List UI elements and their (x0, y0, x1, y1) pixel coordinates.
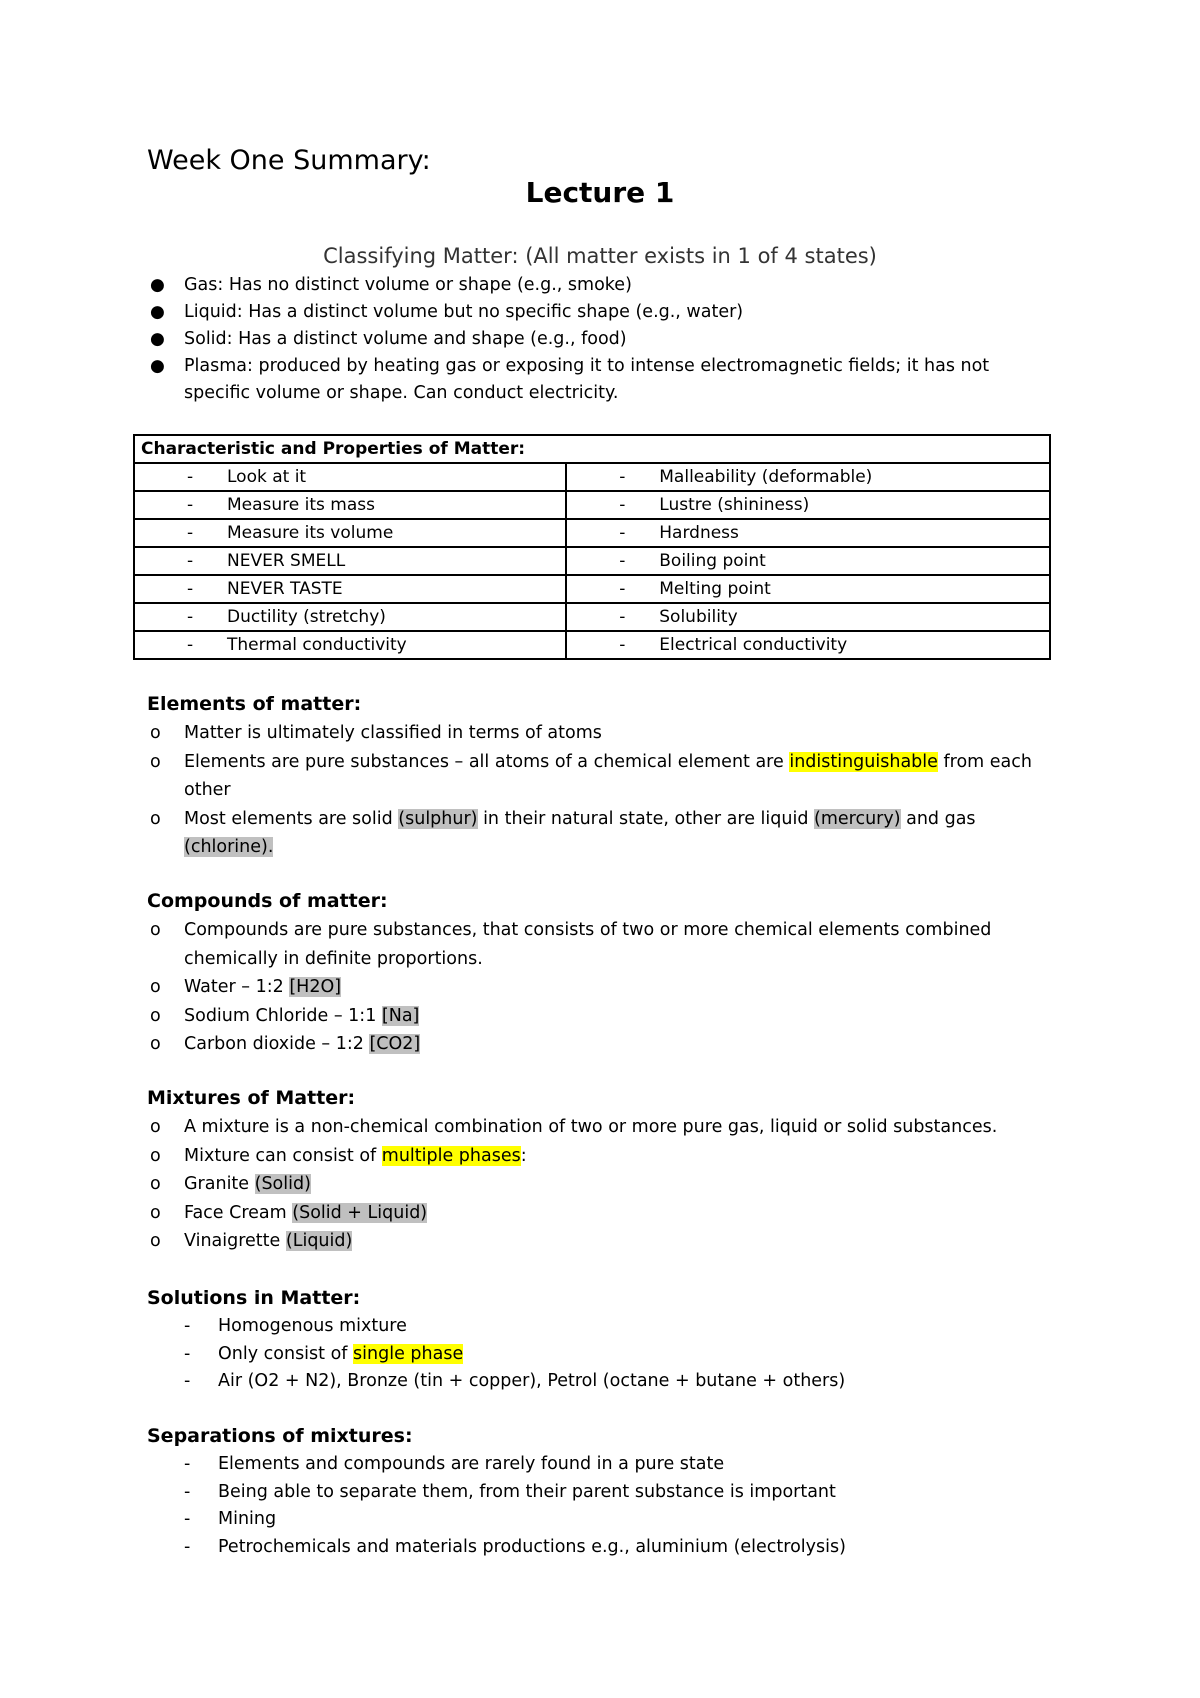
table-cell: Look at it (227, 467, 307, 487)
table-header: Characteristic and Properties of Matter: (134, 435, 1050, 463)
highlight: (chlorine). (184, 837, 274, 857)
list-item: o Vinaigrette (Liquid) (150, 1231, 353, 1251)
highlight: (mercury) (814, 808, 901, 829)
table-header-row (134, 435, 1050, 463)
table-cell: Solubility (659, 607, 738, 627)
list-item: o Elements are pure substances – all atoms of a chemical element are indistinguishable from each other (150, 751, 1032, 800)
separations-list (150, 1451, 1070, 1561)
table-cell: NEVER TASTE (227, 579, 343, 599)
properties-table (133, 434, 1051, 660)
list-item: - Elements and compounds are rarely found in a pure state (184, 1454, 725, 1474)
list-item: ● Liquid: Has a distinct volume but no specific shape (e.g., water) (150, 299, 1060, 326)
bullet-icon: ● (150, 302, 165, 322)
table-cell: Electrical conductivity (659, 635, 848, 655)
table-row: - NEVER SMELL - Boiling point (134, 547, 1050, 575)
list-item: - Petrochemicals and materials productions e.g., aluminium (electrolysis) (184, 1536, 846, 1557)
mixtures-heading: Mixtures of Matter: (147, 1087, 356, 1109)
table-cell: Boiling point (659, 551, 766, 571)
highlight: [H2O] (289, 977, 342, 997)
list-item: ● Gas: Has no distinct volume or shape (e.g., smoke) (150, 272, 1060, 299)
list-item: - Homogenous mixture (184, 1316, 407, 1336)
highlight: (sulphur) (398, 808, 478, 829)
elements-heading: Elements of matter: (147, 693, 362, 715)
section-subtitle: Classifying Matter: (All matter exists in 1 of 4 states) (323, 244, 877, 268)
list-item: o Matter is ultimately classified in terms of atoms (150, 723, 602, 743)
bullet-icon: ● (150, 356, 165, 376)
list-item: o Sodium Chloride – 1:1 [Na] (150, 1005, 420, 1026)
list-item: ● Plasma: produced by heating gas or exposing it to intense electromagnetic fields; it has not specific volume or shape. Can conduct electricity. (150, 353, 1060, 407)
list-item: o Granite (Solid) (150, 1174, 311, 1194)
highlight: (Liquid) (285, 1231, 353, 1251)
table-row: - Measure its volume - Hardness (134, 519, 1050, 547)
table-cell: Thermal conductivity (227, 635, 407, 655)
table-cell: Lustre (shininess) (659, 495, 810, 515)
highlight: indistinguishable (789, 751, 938, 772)
table-cell: Measure its mass (227, 495, 375, 515)
compounds-list (150, 916, 1070, 1059)
solutions-heading: Solutions in Matter: (147, 1287, 361, 1309)
list-item: o Mixture can consist of multiple phases: (150, 1145, 527, 1166)
table-cell: Measure its volume (227, 523, 394, 543)
list-item: ● Solid: Has a distinct volume and shape (e.g., food) (150, 326, 1060, 353)
list-item: - Air (O2 + N2), Bronze (tin + copper), Petrol (octane + butane + others) (184, 1371, 846, 1391)
elements-list (150, 719, 1070, 862)
list-item: o Compounds are pure substances, that consists of two or more chemical elements combined chemically in definite proportions. (150, 920, 992, 969)
table-row: - Ductility (stretchy) - Solubility (134, 603, 1050, 631)
list-item: - Mining (184, 1509, 277, 1529)
lecture-title: Lecture 1 (525, 176, 675, 209)
highlight: (Solid + Liquid) (292, 1202, 428, 1223)
highlight: (Solid) (254, 1174, 311, 1194)
compounds-heading: Compounds of matter: (147, 890, 388, 912)
table-row: - Measure its mass - Lustre (shininess) (134, 491, 1050, 519)
list-item: - Being able to separate them, from their parent substance is important (184, 1481, 836, 1502)
list-item: o Most elements are solid (sulphur) in their natural state, other are liquid (mercury) and gas (chlorine). (150, 808, 976, 857)
list-item: o Water – 1:2 [H2O] (150, 977, 342, 997)
table-row: - NEVER TASTE - Melting point (134, 575, 1050, 603)
list-item: o A mixture is a non-chemical combination of two or more pure gas, liquid or solid substances. (150, 1117, 998, 1137)
highlight: [Na] (381, 1005, 420, 1026)
highlight: single phase (353, 1343, 464, 1364)
list-item: o Carbon dioxide – 1:2 [CO2] (150, 1034, 421, 1054)
highlight: [CO2] (369, 1034, 421, 1054)
list-item: - Only consist of single phase (184, 1343, 464, 1364)
table-cell: Hardness (659, 523, 739, 543)
table-row: - Look at it - Malleability (deformable) (134, 463, 1050, 491)
bullet-icon: ● (150, 329, 165, 349)
table-cell: NEVER SMELL (227, 551, 346, 571)
table-row: - Thermal conductivity - Electrical conductivity (134, 631, 1050, 659)
states-list (150, 272, 1060, 407)
highlight: multiple phases (381, 1145, 521, 1166)
mixtures-list (150, 1113, 1070, 1256)
table-cell: Melting point (659, 579, 771, 599)
separations-heading: Separations of mixtures: (147, 1425, 413, 1447)
document-title: Week One Summary: (147, 145, 431, 176)
table-cell: Malleability (deformable) (659, 467, 873, 487)
bullet-icon: ● (150, 275, 165, 295)
solutions-list (150, 1313, 1070, 1396)
table-cell: Ductility (stretchy) (227, 607, 386, 627)
list-item: o Face Cream (Solid + Liquid) (150, 1202, 428, 1223)
